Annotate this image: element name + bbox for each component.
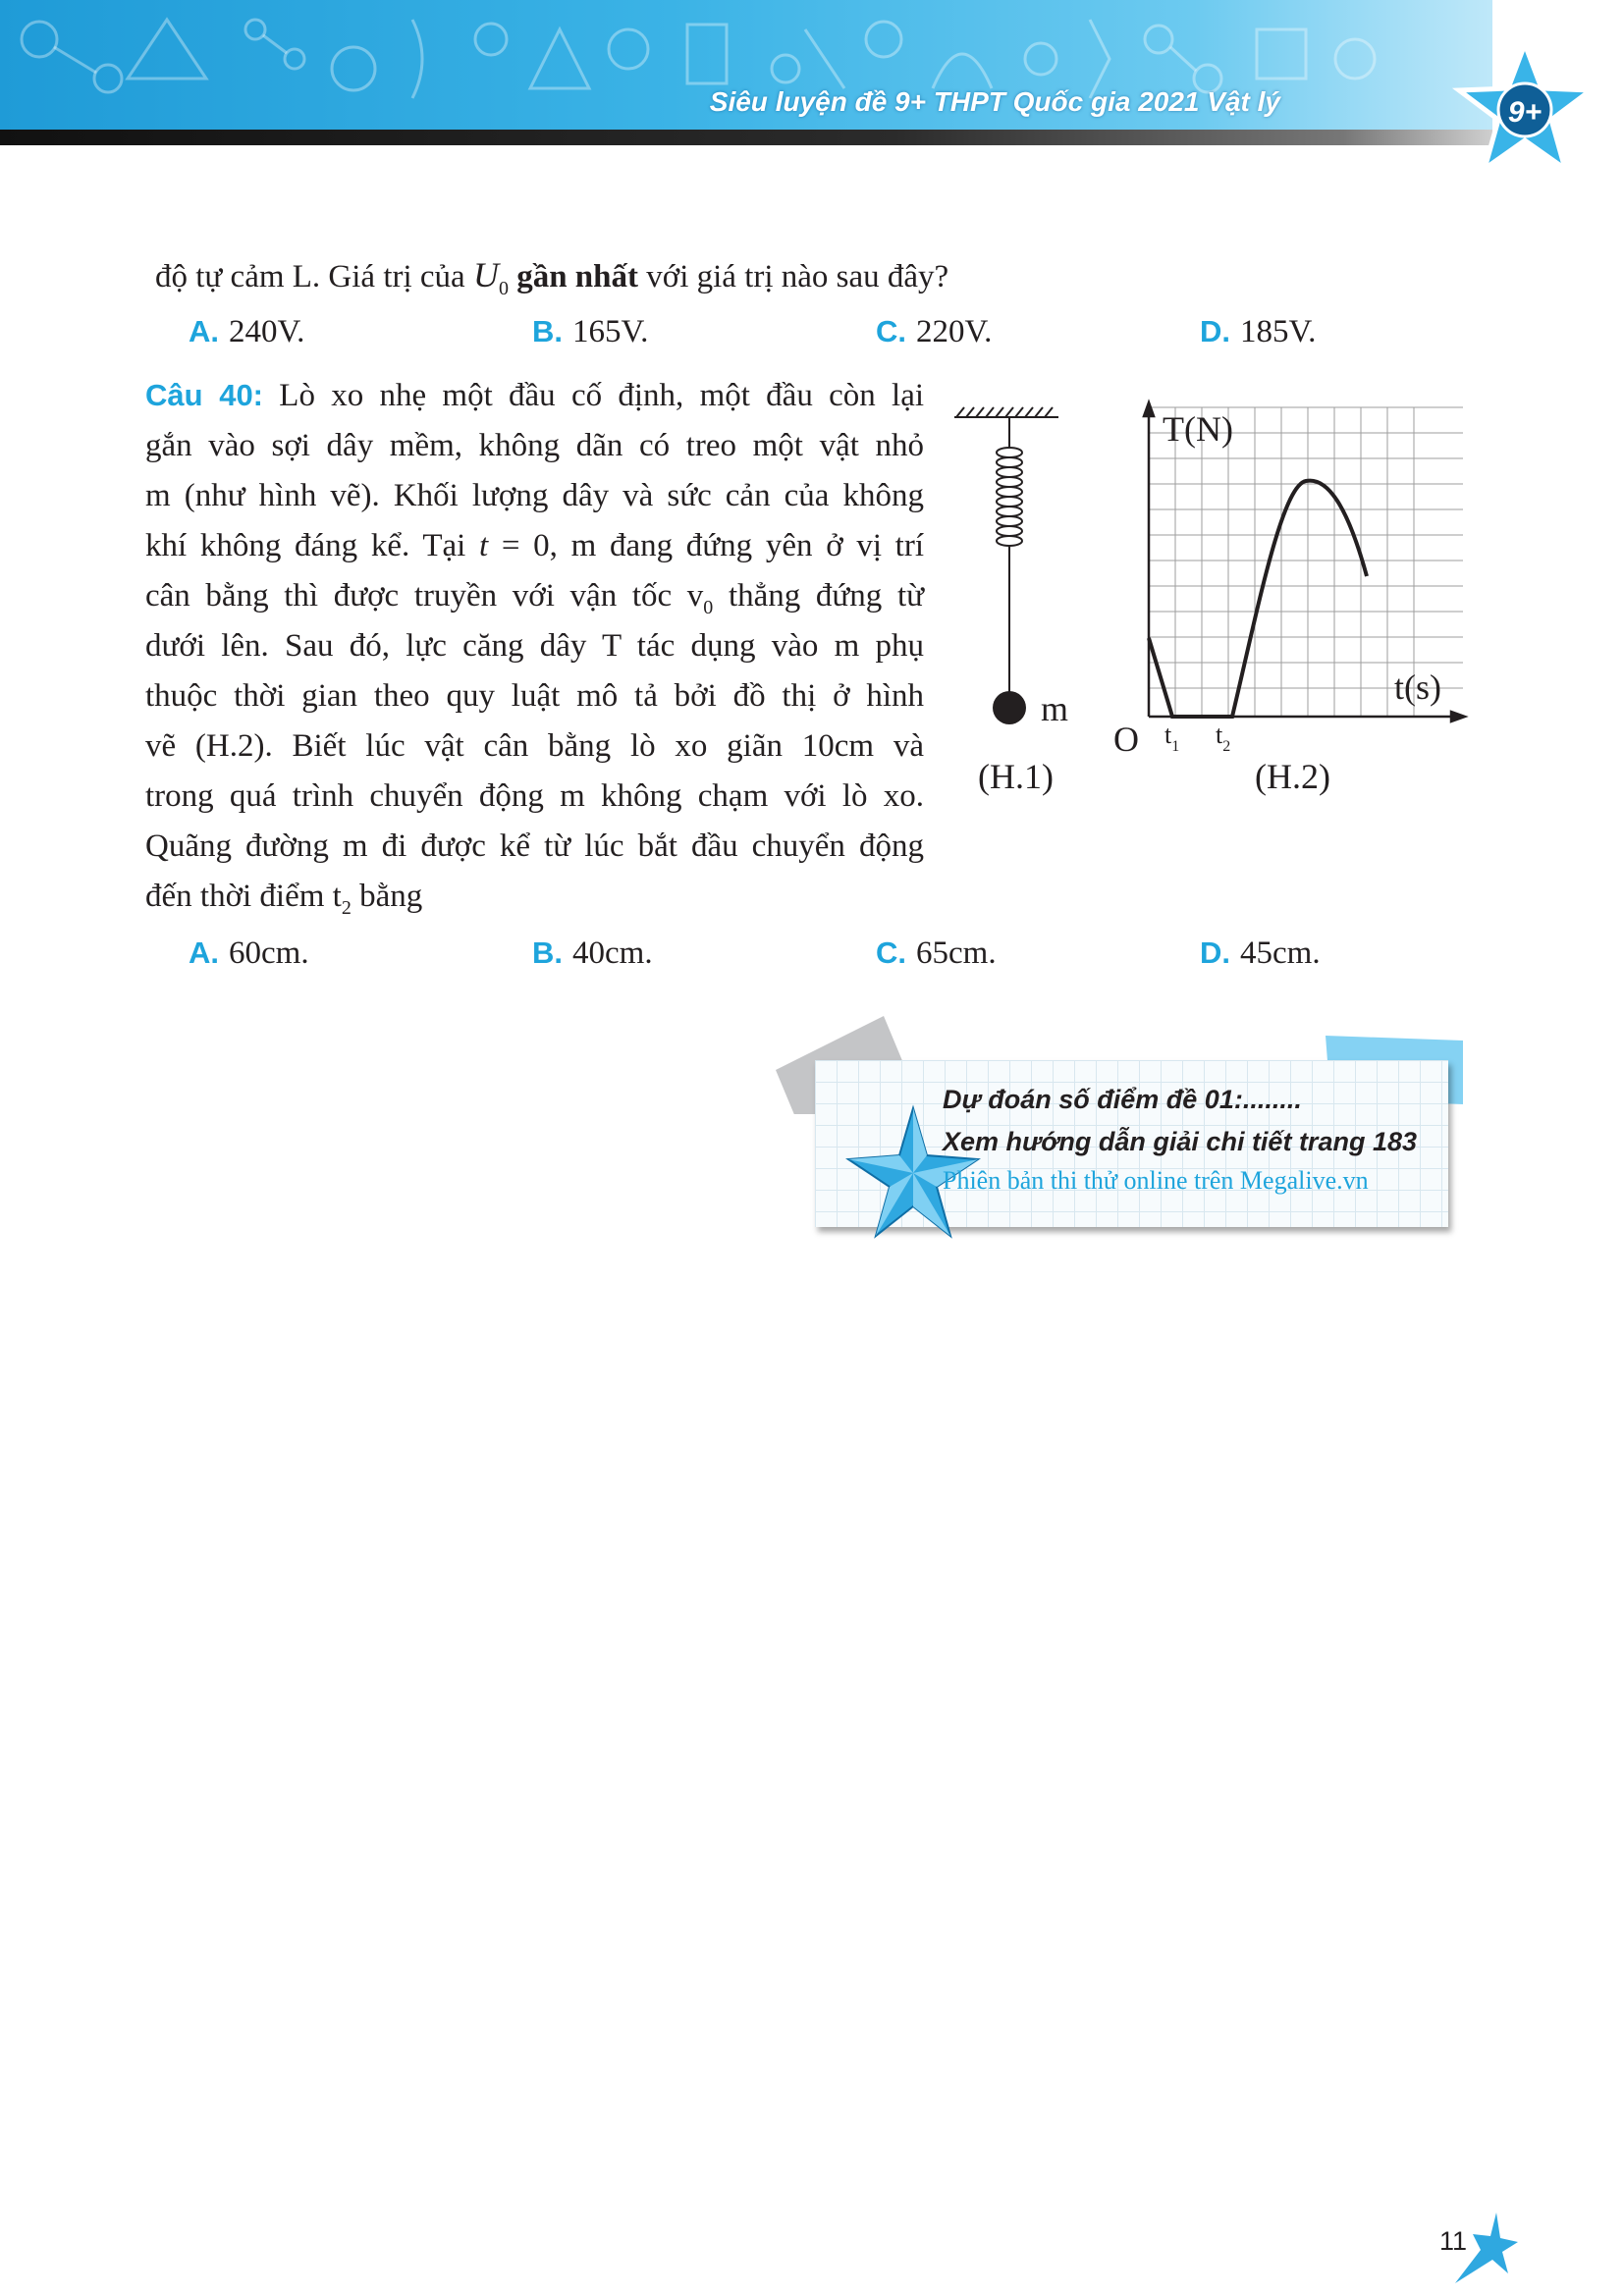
origin-label: O (1113, 720, 1139, 759)
mass-label: m (1041, 689, 1069, 728)
score-prediction: Dự đoán số điểm đề 01:........ (943, 1085, 1302, 1114)
prev-question-text: độ tự cảm L. Giá trị của (155, 259, 465, 294)
q40-line-2: gắn vào sợi dây mềm, không dãn có treo một vật nhỏ (145, 428, 924, 463)
time-variable: t (479, 528, 489, 563)
y-axis-label: T(N) (1163, 409, 1233, 449)
page-number: 11 (1439, 2226, 1468, 2256)
q40-line-3: m (như hình vẽ). Khối lượng dây và sức cản của không (145, 478, 924, 513)
q40-line-5: cân bằng thì được truyền với vận tốc $v_0$ thẳng đứng từ (145, 578, 924, 618)
q40-line-1: Câu 40: Lò xo nhẹ một đầu cố định, một đầu còn lại (145, 378, 925, 413)
header-underline (0, 130, 1492, 145)
figure-h2-caption: (H.2) (1255, 757, 1330, 796)
page-star-icon (1451, 2209, 1520, 2287)
spring-coil (997, 448, 1022, 546)
prev-question-tail (155, 257, 948, 298)
emphasis-text: gần nhất (516, 259, 639, 294)
ceiling-hatch (954, 407, 1058, 417)
figure-h2-tension-graph (1100, 398, 1473, 810)
q40-line-9: trong quá trình chuyển động m không chạm với lò xo. (145, 778, 924, 814)
badge-text: 9+ (1507, 96, 1543, 129)
q40-option-d[interactable]: D. 45cm. (1200, 935, 1321, 971)
prev-option-a[interactable]: A. 240V. (189, 314, 305, 349)
x-axis-label: t(s) (1394, 667, 1441, 707)
q40-option-b[interactable]: B. 40cm. (532, 935, 653, 971)
q40-line-10: Quãng đường m đi được kể từ lúc bắt đầu chuyển động (145, 828, 924, 864)
page-header (0, 0, 1624, 157)
voltage-variable: U (472, 255, 499, 294)
q40-option-a[interactable]: A. 60cm. (189, 935, 309, 971)
score-note-box (776, 1006, 1473, 1232)
prev-question-text-end: với giá trị nào sau đây? (646, 259, 949, 294)
star-badge-icon (1451, 39, 1598, 177)
prev-option-c[interactable]: C. 220V. (876, 314, 993, 349)
book-title: Siêu luyện đề 9+ THPT Quốc gia 2021 Vật lý (709, 86, 1280, 117)
q40-line-7: thuộc thời gian theo quy luật mô tả bởi đồ thị ở hình (145, 678, 924, 714)
question-number: Câu 40: (145, 378, 264, 412)
voltage-subscript: 0 (498, 278, 509, 299)
q40-line-11: đến thời điểm $t_2$ bằng (145, 879, 423, 919)
prev-option-d[interactable]: D. 185V. (1200, 314, 1317, 349)
t2-label: $t_2$ (1216, 721, 1231, 755)
figure-h1-spring-mass (943, 398, 1100, 810)
q40-option-c[interactable]: C. 65cm. (876, 935, 997, 971)
figure-h1-caption: (H.1) (978, 757, 1054, 796)
q40-line-8: vẽ (H.2). Biết lúc vật cân bằng lò xo giãn 10cm và (145, 728, 924, 764)
solution-reference: Xem hướng dẫn giải chi tiết trang 183 (943, 1127, 1417, 1156)
prev-option-b[interactable]: B. 165V. (532, 314, 649, 349)
q40-line-4: khí không đáng kể. Tại t = 0, m đang đứng yên ở vị trí (145, 528, 925, 563)
q40-line-6: dưới lên. Sau đó, lực căng dây T tác dụng vào m phụ (145, 628, 924, 664)
online-link[interactable]: Phiên bản thi thử online trên Megalive.vn (943, 1166, 1369, 1195)
mass-ball (993, 691, 1026, 724)
t1-label: $t_1$ (1164, 721, 1180, 755)
